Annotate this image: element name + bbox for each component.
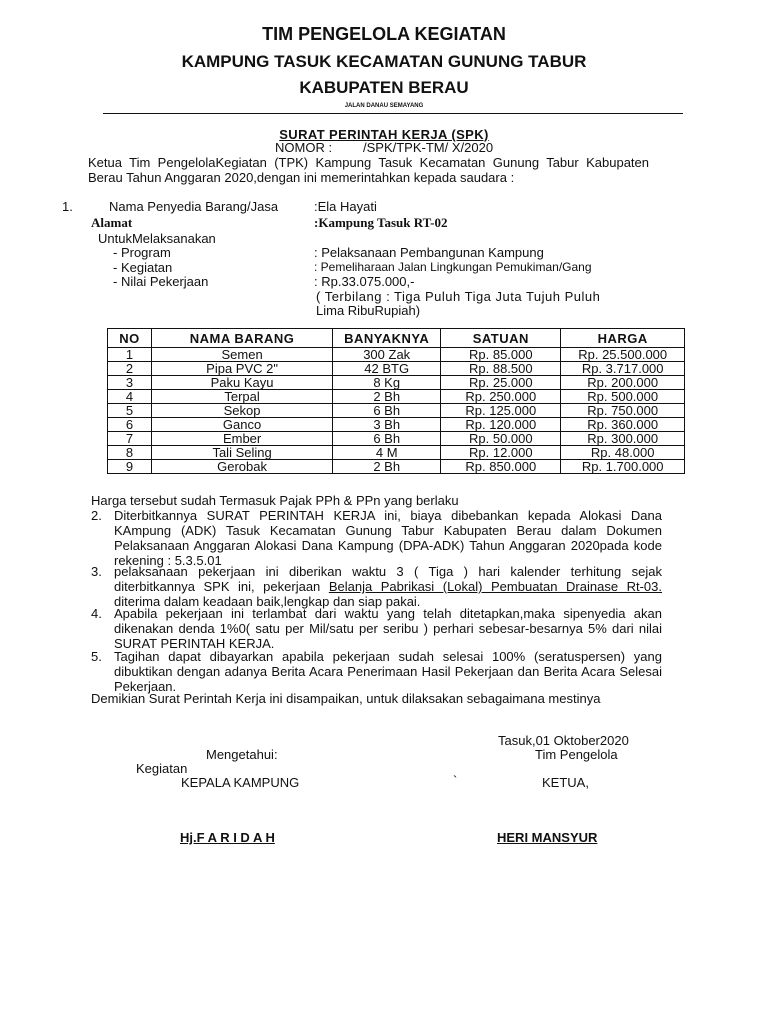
cell-satuan: Rp. 25.000: [441, 376, 561, 390]
cell-no: 6: [108, 418, 152, 432]
cell-banyaknya: 2 Bh: [333, 390, 441, 404]
cell-harga: Rp. 3.717.000: [561, 362, 685, 376]
nilai-value: : Rp.33.075.000,-: [314, 274, 415, 289]
letterhead-address: JALAN DANAU SEMAYANG: [344, 103, 424, 109]
note-3-number: 3.: [91, 564, 102, 579]
cell-harga: Rp. 360.000: [561, 418, 685, 432]
program-value: : Pelaksanaan Pembangunan Kampung: [314, 245, 544, 260]
table-row: [108, 376, 685, 390]
note-4-text: Apabila pekerjaan ini terlambat dari waktu yang telah ditetapkan,maka sipenyedia akan dikenakan denda 1%0( satu per Mil/satu per seribu ) perhari sebesar-besarnya 5% dari nilai SURAT PERINTAH KERJA.: [114, 606, 662, 651]
tax-note: Harga tersebut sudah Termasuk Pajak PPh & PPn yang berlaku: [91, 493, 459, 508]
cell-no: 9: [108, 460, 152, 474]
note-5-text: Tagihan dapat dibayarkan apabila pekerjaan sudah selesai 100% (seratuspersen) yang dibuktikan dengan adanya Berita Acara Penerimaan Hasil Pekerjaan dan Berita Acara Selesai Pekerjaan.: [114, 649, 662, 694]
mengetahui-label: Mengetahui:: [206, 747, 278, 762]
note-3-text: [114, 564, 662, 609]
signatory-left-name: Hj.F A R I D A H: [180, 830, 275, 845]
cell-satuan: Rp. 88.500: [441, 362, 561, 376]
table-row: [108, 390, 685, 404]
cell-harga: Rp. 1.700.000: [561, 460, 685, 474]
header-no: NO: [108, 329, 152, 348]
cell-banyaknya: 6 Bh: [333, 404, 441, 418]
note-3-text-b: diterima dalam keadaan baik,lengkap dan siap pakai.: [114, 594, 421, 609]
header-divider: [103, 113, 683, 114]
cell-banyaknya: 300 Zak: [333, 348, 441, 362]
closing-paragraph: Demikian Surat Perintah Kerja ini disampaikan, untuk dilaksakan sebagaimana mestinya: [91, 691, 601, 706]
penyedia-label: Nama Penyedia Barang/Jasa: [109, 199, 279, 214]
header-banyaknya: BANYAKNYA: [333, 329, 441, 348]
cell-satuan: Rp. 50.000: [441, 432, 561, 446]
cell-banyaknya: 3 Bh: [333, 418, 441, 432]
cell-nama-barang: Tali Seling: [151, 446, 332, 460]
intro-paragraph: Ketua Tim PengelolaKegiatan (TPK) Kampung Tasuk Kecamatan Gunung Tabur Kabupaten Berau Tahun Anggaran 2020,dengan ini memerintahkan kepada saudara :: [88, 155, 649, 185]
nomor-label: NOMOR :: [275, 140, 333, 155]
cell-satuan: Rp. 12.000: [441, 446, 561, 460]
table-row: [108, 460, 685, 474]
note-4-number: 4.: [91, 606, 102, 621]
kegiatan-value: : Pemeliharaan Jalan Lingkungan Pemukiman/Gang: [314, 260, 592, 274]
goods-table: [107, 328, 685, 474]
penyedia-value: :Ela Hayati: [314, 199, 377, 214]
cell-nama-barang: Ganco: [151, 418, 332, 432]
place-date: Tasuk,01 Oktober2020: [498, 733, 629, 748]
item-number-1: 1.: [62, 199, 73, 214]
cell-nama-barang: Pipa PVC 2": [151, 362, 332, 376]
cell-banyaknya: 6 Bh: [333, 432, 441, 446]
cell-harga: Rp. 48.000: [561, 446, 685, 460]
cell-banyaknya: 2 Bh: [333, 460, 441, 474]
table-row: [108, 418, 685, 432]
cell-harga: Rp. 200.000: [561, 376, 685, 390]
cell-harga: Rp. 25.500.000: [561, 348, 685, 362]
note-2-number: 2.: [91, 508, 102, 523]
table-row: [108, 432, 685, 446]
kepala-kampung-label: KEPALA KAMPUNG: [181, 775, 300, 790]
signatory-right-name: HERI MANSYUR: [497, 830, 598, 845]
tim-pengelola-label: Tim Pengelola: [535, 747, 618, 762]
note-2-text: Diterbitkannya SURAT PERINTAH KERJA ini, biaya dibebankan kepada Alokasi Dana KAmpung (ADK) Tasuk Kecamatan Gunung Tabur Kabupaten Berau dalam Dokumen Pelaksanaan Anggaran Alokasi Dana Kampung (DPA-ADK) Tahun Anggaran 2020pada kode rekening : 5.3.5.01: [114, 508, 662, 568]
table-row: [108, 404, 685, 418]
alamat-label: Alamat: [91, 215, 133, 230]
note-3-text-a: pelaksanaan pekerjaan ini diberikan waktu 3 ( Tiga ) hari kalender terhitung sejak diterbitkannya SPK ini, pekerjaan: [114, 564, 662, 594]
cell-nama-barang: Ember: [151, 432, 332, 446]
header-nama-barang: NAMA BARANG: [151, 329, 332, 348]
cell-no: 2: [108, 362, 152, 376]
cell-harga: Rp. 500.000: [561, 390, 685, 404]
cell-no: 1: [108, 348, 152, 362]
cell-nama-barang: Terpal: [151, 390, 332, 404]
program-label: - Program: [113, 245, 171, 260]
note-5-number: 5.: [91, 649, 102, 664]
cell-banyaknya: 4 M: [333, 446, 441, 460]
cell-no: 5: [108, 404, 152, 418]
nomor-value: /SPK/TPK-TM/ X/2020: [363, 140, 494, 155]
ketua-label: KETUA,: [542, 775, 589, 790]
nilai-label: - Nilai Pekerjaan: [113, 274, 209, 289]
cell-satuan: Rp. 85.000: [441, 348, 561, 362]
cell-satuan: Rp. 120.000: [441, 418, 561, 432]
cell-no: 4: [108, 390, 152, 404]
table-row: [108, 446, 685, 460]
cell-nama-barang: Semen: [151, 348, 332, 362]
terbilang-line-2: Lima RibuRupiah): [316, 303, 421, 318]
kegiatan-label-sign: Kegiatan: [136, 761, 188, 776]
cell-banyaknya: 42 BTG: [333, 362, 441, 376]
table-row: [108, 348, 685, 362]
table-row: [108, 362, 685, 376]
letterhead-subtitle: KAMPUNG TASUK KECAMATAN GUNUNG TABUR: [181, 52, 587, 71]
table-header-row: [108, 329, 685, 348]
header-satuan: SATUAN: [441, 329, 561, 348]
cell-satuan: Rp. 250.000: [441, 390, 561, 404]
cell-satuan: Rp. 125.000: [441, 404, 561, 418]
cell-harga: Rp. 750.000: [561, 404, 685, 418]
cell-nama-barang: Sekop: [151, 404, 332, 418]
alamat-value: :Kampung Tasuk RT-02: [314, 215, 448, 230]
letterhead-title: TIM PENGELOLA KEGIATAN: [262, 24, 506, 44]
cell-no: 8: [108, 446, 152, 460]
header-harga: HARGA: [561, 329, 685, 348]
cell-nama-barang: Gerobak: [151, 460, 332, 474]
kegiatan-label: - Kegiatan: [113, 260, 173, 275]
stray-tick: `: [453, 773, 458, 788]
note-3-work-name: Belanja Pabrikasi (Lokal) Pembuatan Drainase Rt-03.: [328, 579, 663, 594]
cell-banyaknya: 8 Kg: [333, 376, 441, 390]
document-title: SURAT PERINTAH KERJA (SPK): [279, 127, 489, 142]
cell-satuan: Rp. 850.000: [441, 460, 561, 474]
terbilang-line-1: ( Terbilang : Tiga Puluh Tiga Juta Tujuh Puluh: [316, 289, 601, 304]
cell-no: 7: [108, 432, 152, 446]
letterhead-regency: KABUPATEN BERAU: [299, 78, 469, 97]
untuk-label: UntukMelaksanakan: [98, 231, 216, 246]
cell-no: 3: [108, 376, 152, 390]
cell-harga: Rp. 300.000: [561, 432, 685, 446]
cell-nama-barang: Paku Kayu: [151, 376, 332, 390]
